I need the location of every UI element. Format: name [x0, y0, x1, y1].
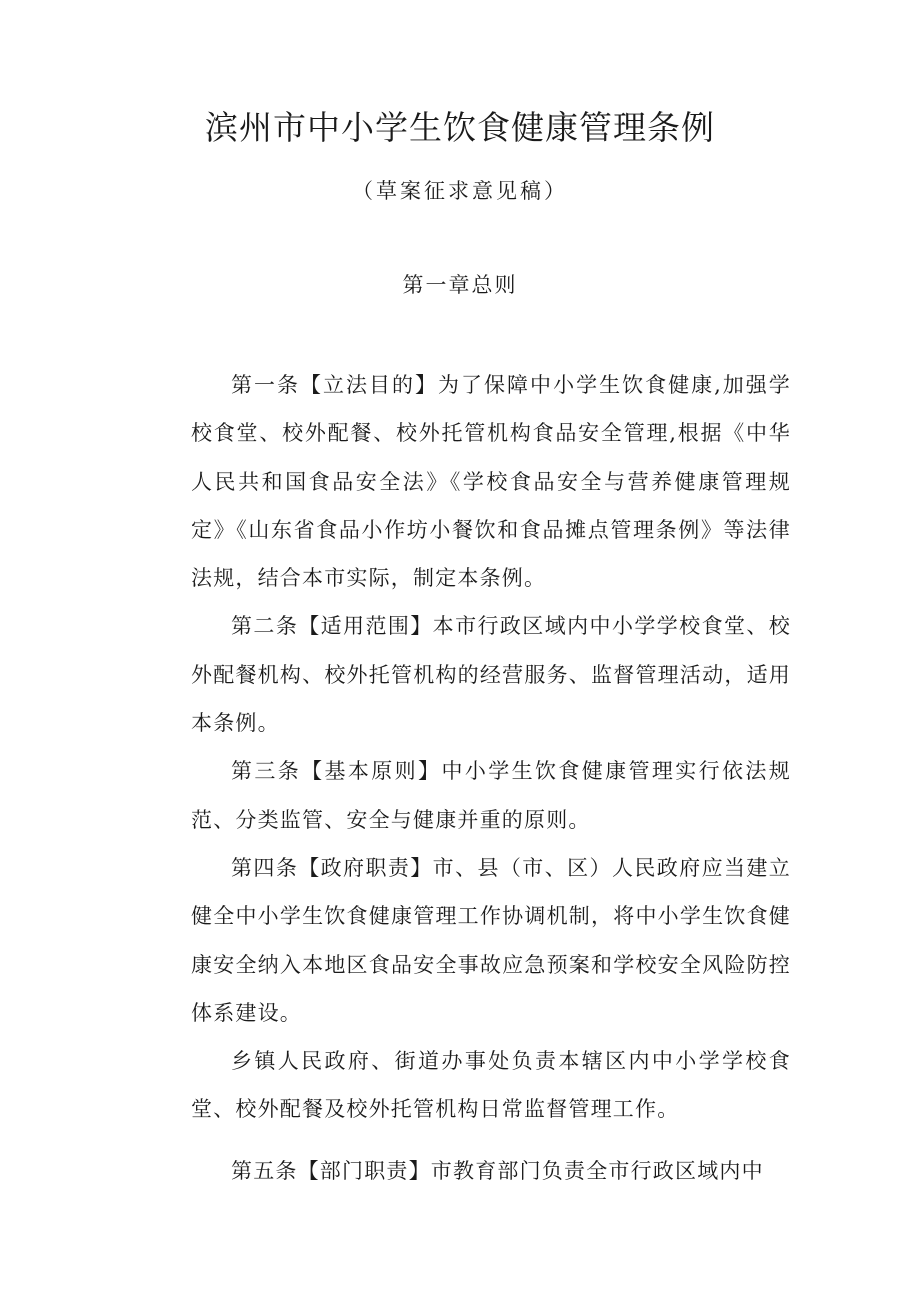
document-body: [191, 361, 791, 1195]
article-4-subparagraph: 乡镇人民政府、街道办事处负责本辖区内中小学学校食堂、校外配餐及校外托管机构日常监督管理工作。: [191, 1049, 791, 1122]
document-subtitle: （草案征求意见稿）: [352, 179, 568, 203]
article-5-paragraph: 第五条【部门职责】市教育部门负责全市行政区域内中: [231, 1158, 764, 1183]
article-4-paragraph: 第四条【政府职责】市、县（市、区）人民政府应当建立健全中小学生饮食健康管理工作协调机制，将中小学生饮食健康安全纳入本地区食品安全事故应急预案和学校安全风险防控体系建设。: [191, 855, 791, 1025]
article-1-paragraph: 第一条【立法目的】为了保障中小学生饮食健康,加强学校食堂、校外配餐、校外托管机构食品安全管理,根据《中华人民共和国食品安全法》《学校食品安全与营养健康管理规定》《山东省食品小作坊小餐饮和食品摊点管理条例》等法律法规，结合本市实际，制定本条例。: [191, 373, 791, 591]
chapter-heading: 第一章总则: [402, 273, 518, 297]
article-2-paragraph: 第二条【适用范围】本市行政区域内中小学学校食堂、校外配餐机构、校外托管机构的经营服务、监督管理活动，适用本条例。: [191, 614, 791, 736]
document-title: 滨州市中小学生饮食健康管理条例: [205, 108, 715, 147]
article-3-paragraph: 第三条【基本原则】中小学生饮食健康管理实行依法规范、分类监管、安全与健康并重的原则。: [191, 759, 791, 832]
